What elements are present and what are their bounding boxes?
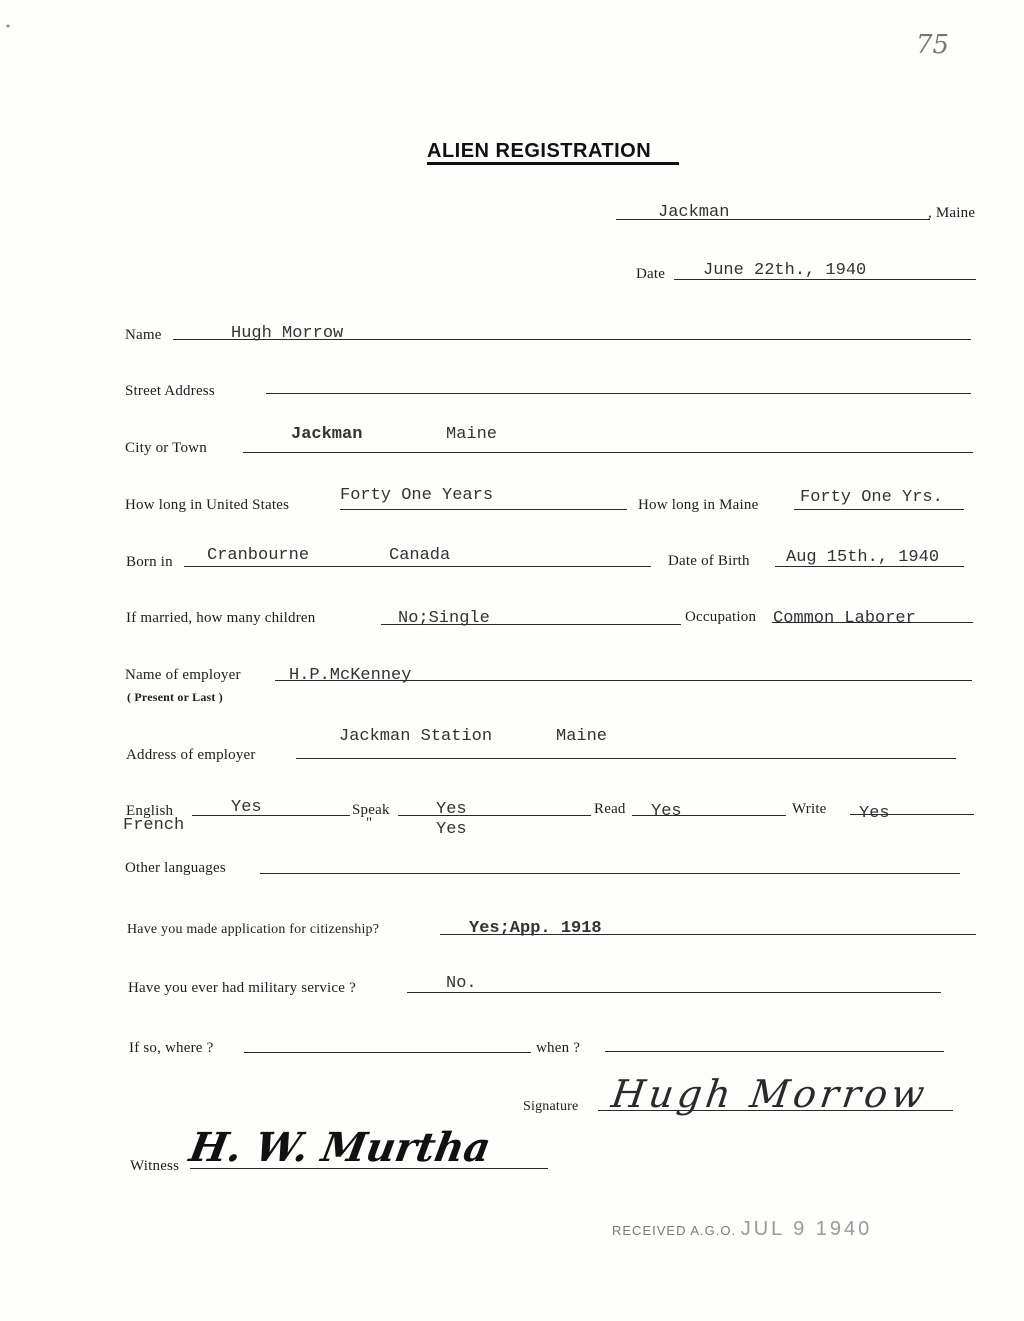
town-value: Jackman	[658, 203, 730, 222]
born-in-line	[184, 566, 651, 567]
date-label: Date	[636, 266, 666, 282]
speak-label: Speak	[352, 802, 390, 818]
date-value: June 22th., 1940	[703, 261, 867, 280]
employer-sublabel: ( Present or Last )	[127, 690, 224, 704]
name-value: Hugh Morrow	[231, 324, 344, 343]
employer-address-line	[296, 758, 956, 759]
english-value: Yes	[231, 798, 262, 817]
signature-handwriting: Hugh Morrow	[608, 1072, 932, 1116]
military-when-line	[605, 1051, 944, 1052]
received-stamp-date: JUL 9 1940	[740, 1218, 873, 1240]
write-label: Write	[792, 801, 827, 817]
city-state-value: Maine	[446, 425, 498, 444]
witness-label: Witness	[130, 1158, 180, 1174]
street-address-label: Street Address	[125, 383, 215, 399]
maine-duration-line	[794, 509, 964, 510]
speak-english-value: Yes	[436, 800, 467, 819]
military-line	[407, 992, 941, 993]
city-line	[243, 452, 973, 453]
city-label: City or Town	[125, 440, 207, 456]
us-duration-value: Forty One Years	[340, 486, 494, 505]
born-in-label: Born in	[126, 554, 173, 570]
french-label: French	[123, 816, 185, 835]
english-line	[192, 815, 350, 816]
dob-value: Aug 15th., 1940	[786, 548, 940, 567]
received-stamp-text: RECEIVED A.G.O.	[612, 1223, 737, 1238]
employer-value: H.P.McKenney	[289, 666, 412, 685]
us-duration-label: How long in United States	[125, 497, 290, 513]
signature-label: Signature	[523, 1099, 579, 1114]
form-title: ALIEN REGISTRATION	[427, 140, 652, 162]
employer-address-label: Address of employer	[126, 747, 256, 763]
occupation-value: Common Laborer	[773, 609, 916, 628]
speak-ditto: "	[366, 815, 373, 831]
write-value: Yes	[859, 804, 890, 823]
maine-duration-label: How long in Maine	[638, 497, 759, 513]
other-languages-line	[260, 873, 960, 874]
us-duration-line	[340, 509, 627, 510]
military-where-label: If so, where ?	[129, 1040, 214, 1056]
read-label: Read	[594, 801, 626, 817]
military-when-label: when ?	[536, 1040, 581, 1056]
city-value: Jackman	[291, 425, 363, 444]
received-stamp	[612, 1218, 872, 1241]
citizenship-value: Yes;App. 1918	[469, 919, 602, 938]
maine-duration-value: Forty One Yrs.	[800, 488, 943, 507]
witness-handwriting: H. W. Murtha	[185, 1124, 495, 1171]
employer-address-value: Jackman Station	[339, 727, 493, 746]
speak-line	[398, 815, 591, 816]
military-value: No.	[446, 974, 477, 993]
street-address-line	[266, 393, 971, 394]
speak-french-value: Yes	[436, 820, 467, 839]
military-label: Have you ever had military service ?	[128, 980, 356, 996]
born-country-value: Canada	[389, 546, 451, 565]
state-label: , Maine	[928, 205, 976, 221]
scan-mark	[6, 24, 16, 34]
name-label: Name	[125, 327, 162, 343]
children-label: If married, how many children	[126, 610, 316, 626]
other-languages-label: Other languages	[125, 860, 226, 876]
read-value: Yes	[651, 802, 682, 821]
page-number: 75	[916, 30, 950, 60]
english-label: English	[126, 803, 174, 819]
title-underline	[427, 162, 679, 165]
occupation-label: Occupation	[685, 609, 757, 625]
born-place-value: Cranbourne	[207, 546, 310, 565]
dob-label: Date of Birth	[668, 553, 750, 569]
children-value: No;Single	[398, 609, 490, 628]
military-where-line	[244, 1052, 531, 1053]
citizenship-label: Have you made application for citizenship?	[127, 922, 380, 937]
employer-label: Name of employer	[125, 667, 241, 683]
employer-address-state: Maine	[556, 727, 608, 746]
